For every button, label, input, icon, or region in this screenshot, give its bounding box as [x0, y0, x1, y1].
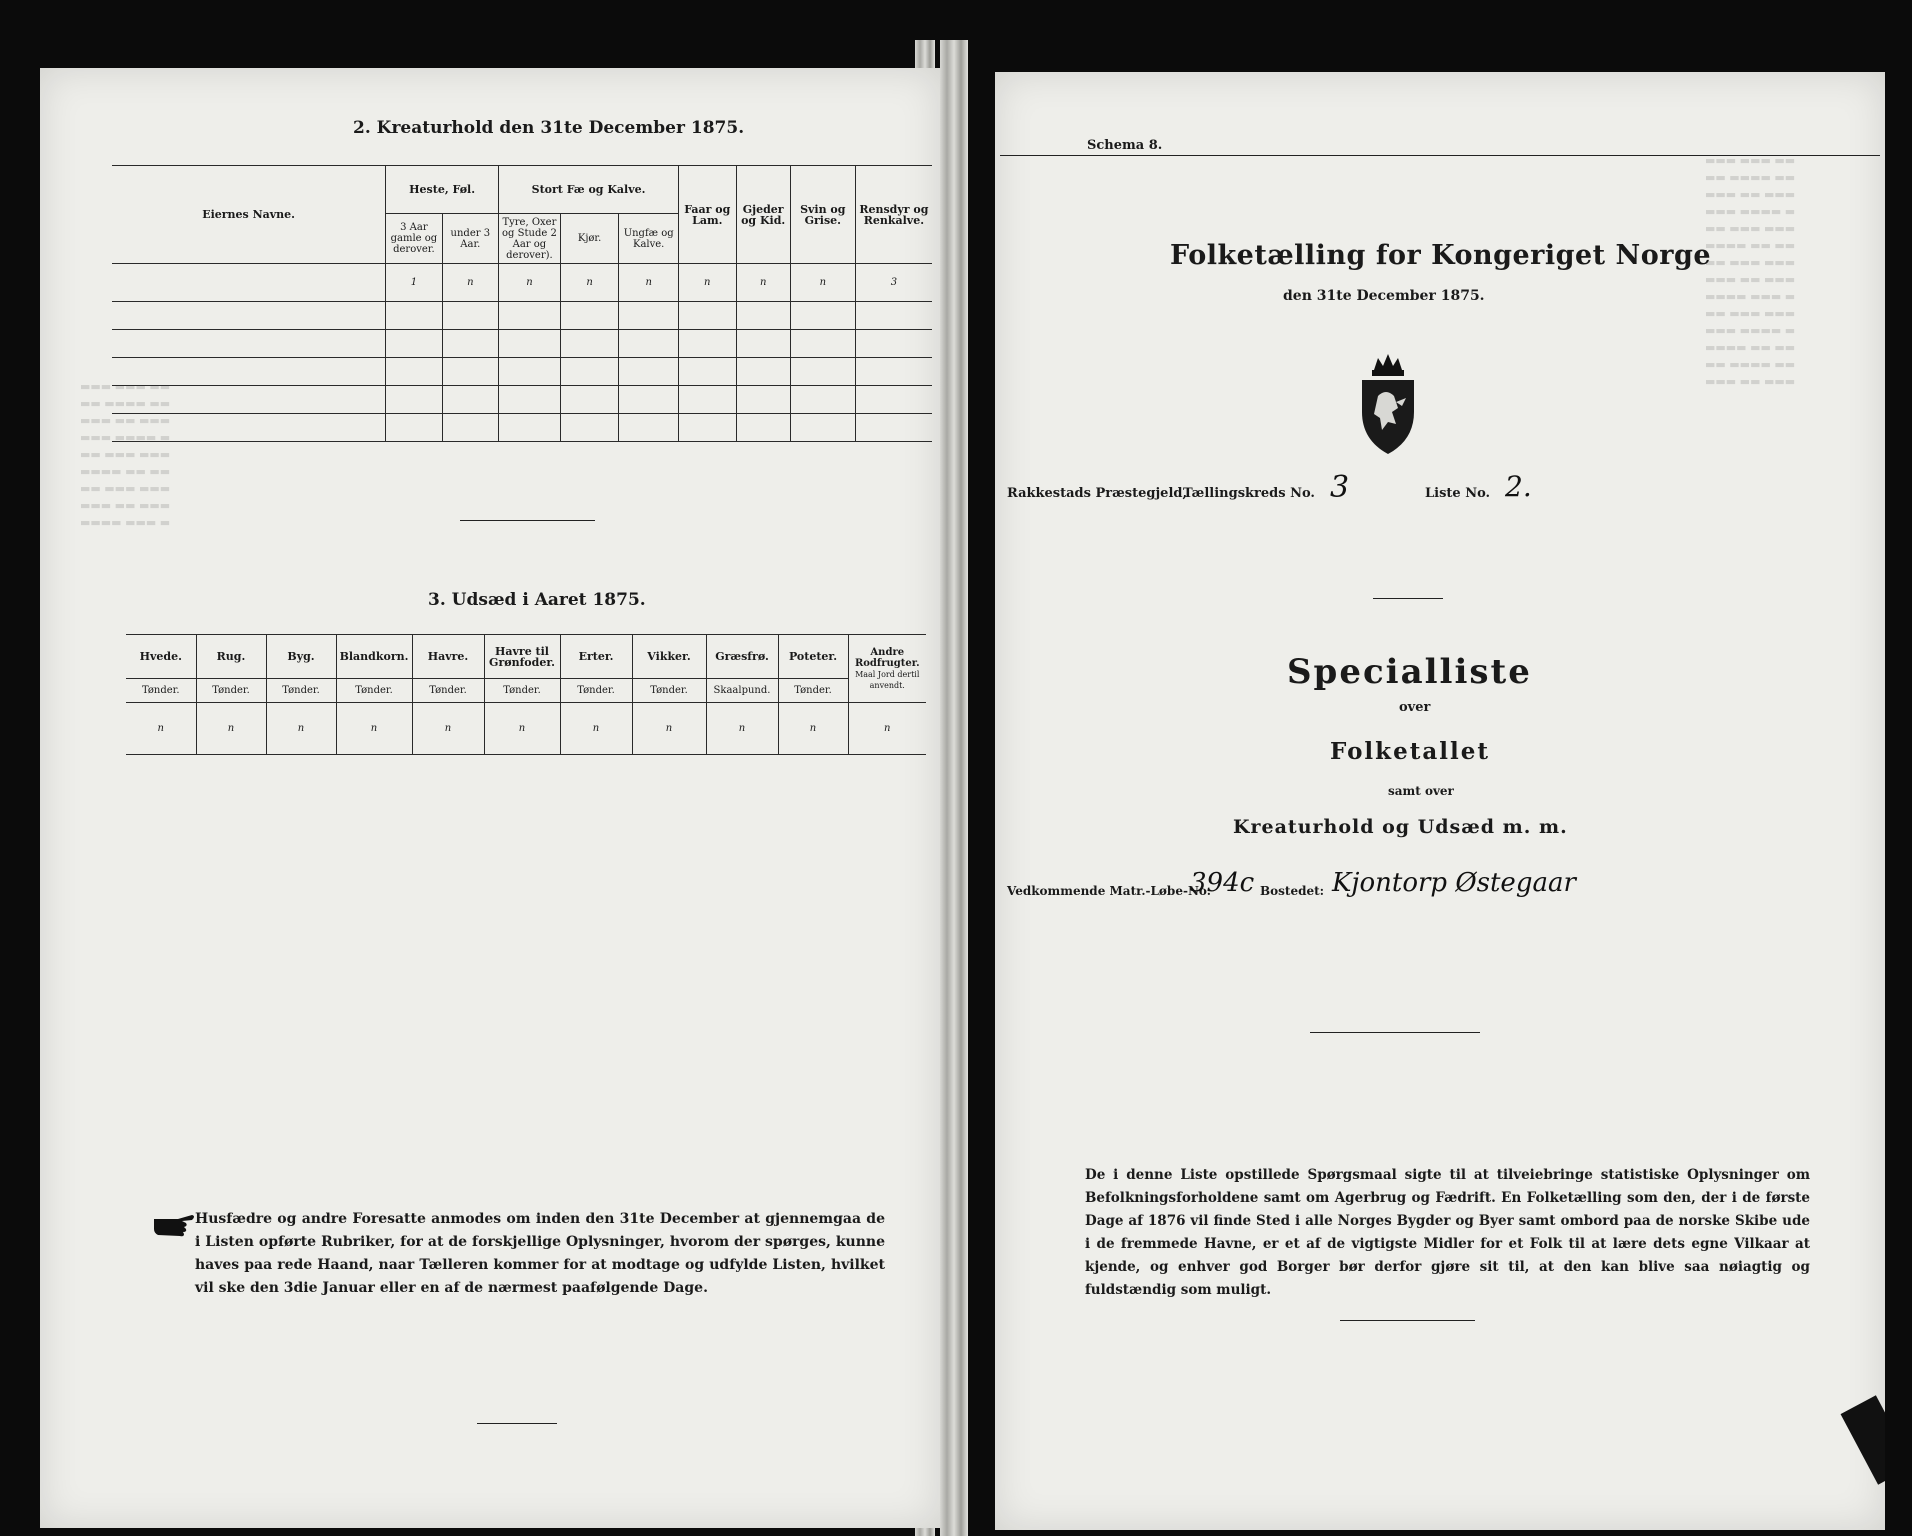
bostedet-value: Kjontorp Østegaar — [1332, 868, 1576, 898]
separator-rule — [477, 1423, 557, 1424]
col-erter-header: Erter. — [560, 635, 632, 679]
specialliste-title: Specialliste — [1287, 652, 1532, 692]
book-spine-center — [940, 40, 968, 1536]
col-andre-rodfrugter-header: Andre Rodfrugter. Maal Jord dertil anvendt. — [848, 635, 926, 703]
separator-rule — [1310, 1032, 1480, 1033]
col-vikker-header: Vikker. — [632, 635, 706, 679]
value-cell: n — [790, 264, 855, 302]
value-cell: 3 — [855, 264, 932, 302]
schema-label: Schema 8. — [1087, 138, 1163, 153]
unit-label: Tønder. — [484, 679, 560, 703]
col-kjor-header: Kjør. — [560, 214, 619, 264]
pointing-hand-icon — [152, 1211, 196, 1241]
separator-rule — [1373, 598, 1443, 599]
col-svin-header: Svin og Grise. — [790, 166, 855, 264]
separator-rule — [460, 520, 595, 521]
value-cell: n — [619, 264, 679, 302]
bleed-through-text: ▬▬▬ ▬▬▬ ▬▬ ▬▬ ▬▬▬▬ ▬▬ ▬▬▬ ▬▬ ▬▬▬ ▬▬▬ ▬▬▬▬ ▬ ▬▬ ▬▬▬ ▬▬▬ ▬▬▬▬ ▬▬ ▬▬ ▬▬ ▬▬▬ ▬▬▬ ▬▬▬ ▬▬ ▬▬▬ ▬▬▬▬ ▬▬▬ ▬ — [80, 380, 171, 529]
table-row — [112, 302, 932, 330]
table-row — [112, 386, 932, 414]
main-title: Folketælling for Kongeriget Norge — [1170, 240, 1712, 271]
col-hvede-header: Hvede. — [126, 635, 196, 679]
value-cell: n — [560, 703, 632, 755]
value-cell: n — [266, 703, 336, 755]
col-byg-header: Byg. — [266, 635, 336, 679]
unit-label: Tønder. — [560, 679, 632, 703]
seed-table — [126, 634, 926, 755]
unit-label: Tønder. — [336, 679, 412, 703]
value-cell: n — [412, 703, 484, 755]
value-cell: n — [560, 264, 619, 302]
liste-label: Liste No. — [1425, 486, 1491, 501]
matr-value: 394c — [1190, 868, 1255, 898]
samt-over-label: samt over — [1388, 784, 1454, 798]
value-cell: n — [336, 703, 412, 755]
table-row — [112, 414, 932, 442]
value-cell: 1 — [386, 264, 442, 302]
group-heste-header: Heste, Føl. — [386, 166, 499, 214]
value-cell: n — [442, 264, 498, 302]
prestegjeld-label: Rakkestads Præstegjeld, — [1007, 486, 1188, 501]
table-row — [112, 358, 932, 386]
left-page — [40, 68, 940, 1528]
kreds-label: Tællingskreds No. — [1183, 486, 1315, 501]
value-cell: n — [848, 703, 926, 755]
col-tyre-header: Tyre, Oxer og Stude 2 Aar og derover). — [499, 214, 561, 264]
group-stort-fae-header: Stort Fæ og Kalve. — [499, 166, 679, 214]
livestock-table — [112, 165, 932, 442]
notice-text: Husfædre og andre Foresatte anmodes om inden den 31te December at gjennemgaa de i Listen opførte Rubriker, for at de forskjellige Oplysninger, hvorom der spørges, kunne haves paa rede Haand, naar Tælleren kommer for at modtage og udfylde Listen, hvilket vil ske den 3die Januar eller en af de nærmest paafølgende Dage. — [195, 1211, 885, 1296]
over-label: over — [1399, 700, 1431, 715]
census-date: den 31te December 1875. — [1283, 288, 1485, 304]
kreaturhold-title: Kreaturhold og Udsæd m. m. — [1233, 816, 1568, 838]
value-cell: n — [484, 703, 560, 755]
value-cell: n — [778, 703, 848, 755]
col-ungfae-header: Ungfæ og Kalve. — [619, 214, 679, 264]
col-poteter-header: Poteter. — [778, 635, 848, 679]
coat-of-arms-icon — [1352, 352, 1424, 461]
matr-label: Vedkommende Matr.-Løbe-No. — [1007, 884, 1211, 898]
col-rug-header: Rug. — [196, 635, 266, 679]
value-cell: n — [126, 703, 196, 755]
bleed-through-text: ▬▬▬ ▬▬▬ ▬▬ ▬▬ ▬▬▬▬ ▬▬ ▬▬▬ ▬▬ ▬▬▬ ▬▬▬ ▬▬▬▬ ▬ ▬▬ ▬▬▬ ▬▬▬ ▬▬▬▬ ▬▬ ▬▬ ▬▬ ▬▬▬ ▬▬▬ ▬▬▬ ▬▬ ▬▬▬ ▬▬▬▬ ▬▬▬ ▬ ▬▬ ▬▬▬ ▬▬▬ ▬▬▬ ▬▬▬▬ ▬ ▬▬▬▬ ▬▬ ▬▬ ▬▬ ▬▬▬▬ ▬▬ ▬▬▬ ▬▬ ▬▬▬ — [1705, 154, 1796, 388]
folketallet-title: Folketallet — [1330, 738, 1490, 765]
table-row — [112, 264, 932, 302]
table-row — [112, 330, 932, 358]
col-heste-under3-header: under 3 Aar. — [442, 214, 498, 264]
owner-name-header: Eiernes Navne. — [112, 166, 386, 264]
kreds-value: 3 — [1330, 470, 1350, 505]
col-gjeder-header: Gjeder og Kid. — [736, 166, 790, 264]
bostedet-label: Bostedet: — [1260, 884, 1325, 898]
value-cell: n — [736, 264, 790, 302]
unit-label: Tønder. — [632, 679, 706, 703]
section2-title: 2. Kreaturhold den 31te December 1875. — [353, 118, 745, 138]
value-cell: n — [632, 703, 706, 755]
value-cell: n — [706, 703, 778, 755]
unit-label: Tønder. — [266, 679, 336, 703]
unit-label: Tønder. — [196, 679, 266, 703]
intro-text: De i denne Liste opstillede Spørgsmaal sigte til at tilveiebringe statistiske Oplysninger om Befolkningsforholdene samt om Agerbrug og Fædrift. En Folketælling som den, der i de første Dage af 1876 vil finde Sted i alle Norges Bygder og Byer samt ombord paa de norske Skibe ude i de fremmede Havne, er et af de vigtigste Midler for et Folk til at lære dets egne Vilkaar at kjende, og enhver god Borger bør derfor gjøre sit til, at den kan blive saa nøiagtig og fuldstændig som muligt. — [1085, 1167, 1810, 1298]
value-cell: n — [679, 264, 737, 302]
separator-rule — [1340, 1320, 1475, 1321]
col-faar-header: Faar og Lam. — [679, 166, 737, 264]
col-rensdyr-header: Rensdyr og Renkalve. — [855, 166, 932, 264]
col-blandkorn-header: Blandkorn. — [336, 635, 412, 679]
unit-label: Tønder. — [778, 679, 848, 703]
unit-label: Tønder. — [126, 679, 196, 703]
value-cell: n — [499, 264, 561, 302]
page-corner-tab — [1841, 1395, 1885, 1484]
col-graesfro-header: Græsfrø. — [706, 635, 778, 679]
liste-value: 2. — [1505, 470, 1532, 503]
col-havre-header: Havre. — [412, 635, 484, 679]
unit-label: Tønder. — [412, 679, 484, 703]
col-heste-3aar-header: 3 Aar gamle og derover. — [386, 214, 442, 264]
section3-title: 3. Udsæd i Aaret 1875. — [428, 590, 646, 610]
unit-label: Skaalpund. — [706, 679, 778, 703]
header-rule — [1000, 155, 1880, 156]
value-cell: n — [196, 703, 266, 755]
col-havre-gronfoder-header: Havre til Grønfoder. — [484, 635, 560, 679]
table-row — [126, 703, 926, 755]
right-page — [995, 72, 1885, 1530]
